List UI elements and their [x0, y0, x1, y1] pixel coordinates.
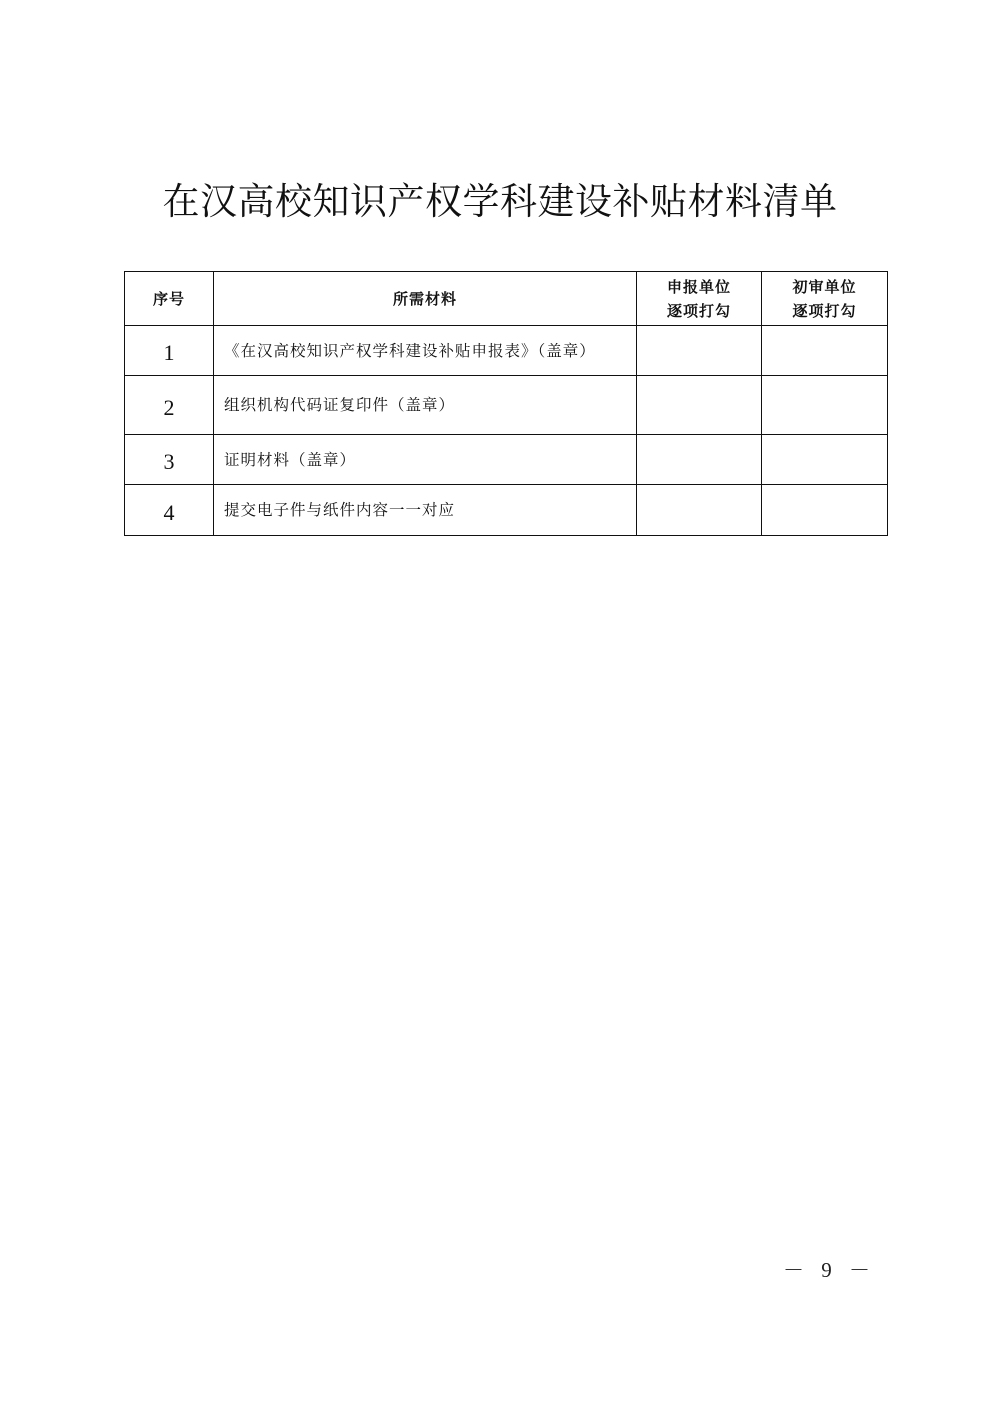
material-name: 提交电子件与纸件内容一一对应: [214, 485, 637, 536]
material-name: 组织机构代码证复印件（盖章）: [214, 376, 637, 435]
table-row: [125, 376, 888, 435]
applicant-check-cell[interactable]: [637, 376, 762, 435]
reviewer-check-cell[interactable]: [762, 376, 888, 435]
materials-checklist-table: [124, 271, 888, 536]
page-title: 在汉高校知识产权学科建设补贴材料清单: [162, 180, 838, 223]
table-header-row: [125, 272, 888, 326]
column-header-applicant-check: [637, 272, 762, 326]
table-row: [125, 435, 888, 485]
applicant-check-cell[interactable]: [637, 485, 762, 536]
reviewer-header-line2: 逐项打勾: [792, 301, 857, 320]
row-number: 1: [125, 326, 214, 376]
material-name: 《在汉高校知识产权学科建设补贴申报表》（盖章）: [214, 326, 637, 376]
reviewer-header-line1: 初审单位: [792, 277, 857, 296]
row-number: 2: [125, 376, 214, 435]
reviewer-check-cell[interactable]: [762, 435, 888, 485]
page-number: － 9 －: [783, 1258, 876, 1282]
material-name: 证明材料（盖章）: [214, 435, 637, 485]
applicant-header-line2: 逐项打勾: [666, 301, 731, 320]
column-header-material: 所需材料: [214, 272, 637, 326]
table-row: [125, 485, 888, 536]
table-row: [125, 326, 888, 376]
applicant-check-cell[interactable]: [637, 326, 762, 376]
column-header-reviewer-check: [762, 272, 888, 326]
applicant-header-line1: 申报单位: [666, 277, 731, 296]
reviewer-check-cell[interactable]: [762, 485, 888, 536]
applicant-check-cell[interactable]: [637, 435, 762, 485]
row-number: 4: [125, 485, 214, 536]
row-number: 3: [125, 435, 214, 485]
reviewer-check-cell[interactable]: [762, 326, 888, 376]
column-header-number: 序号: [125, 272, 214, 326]
